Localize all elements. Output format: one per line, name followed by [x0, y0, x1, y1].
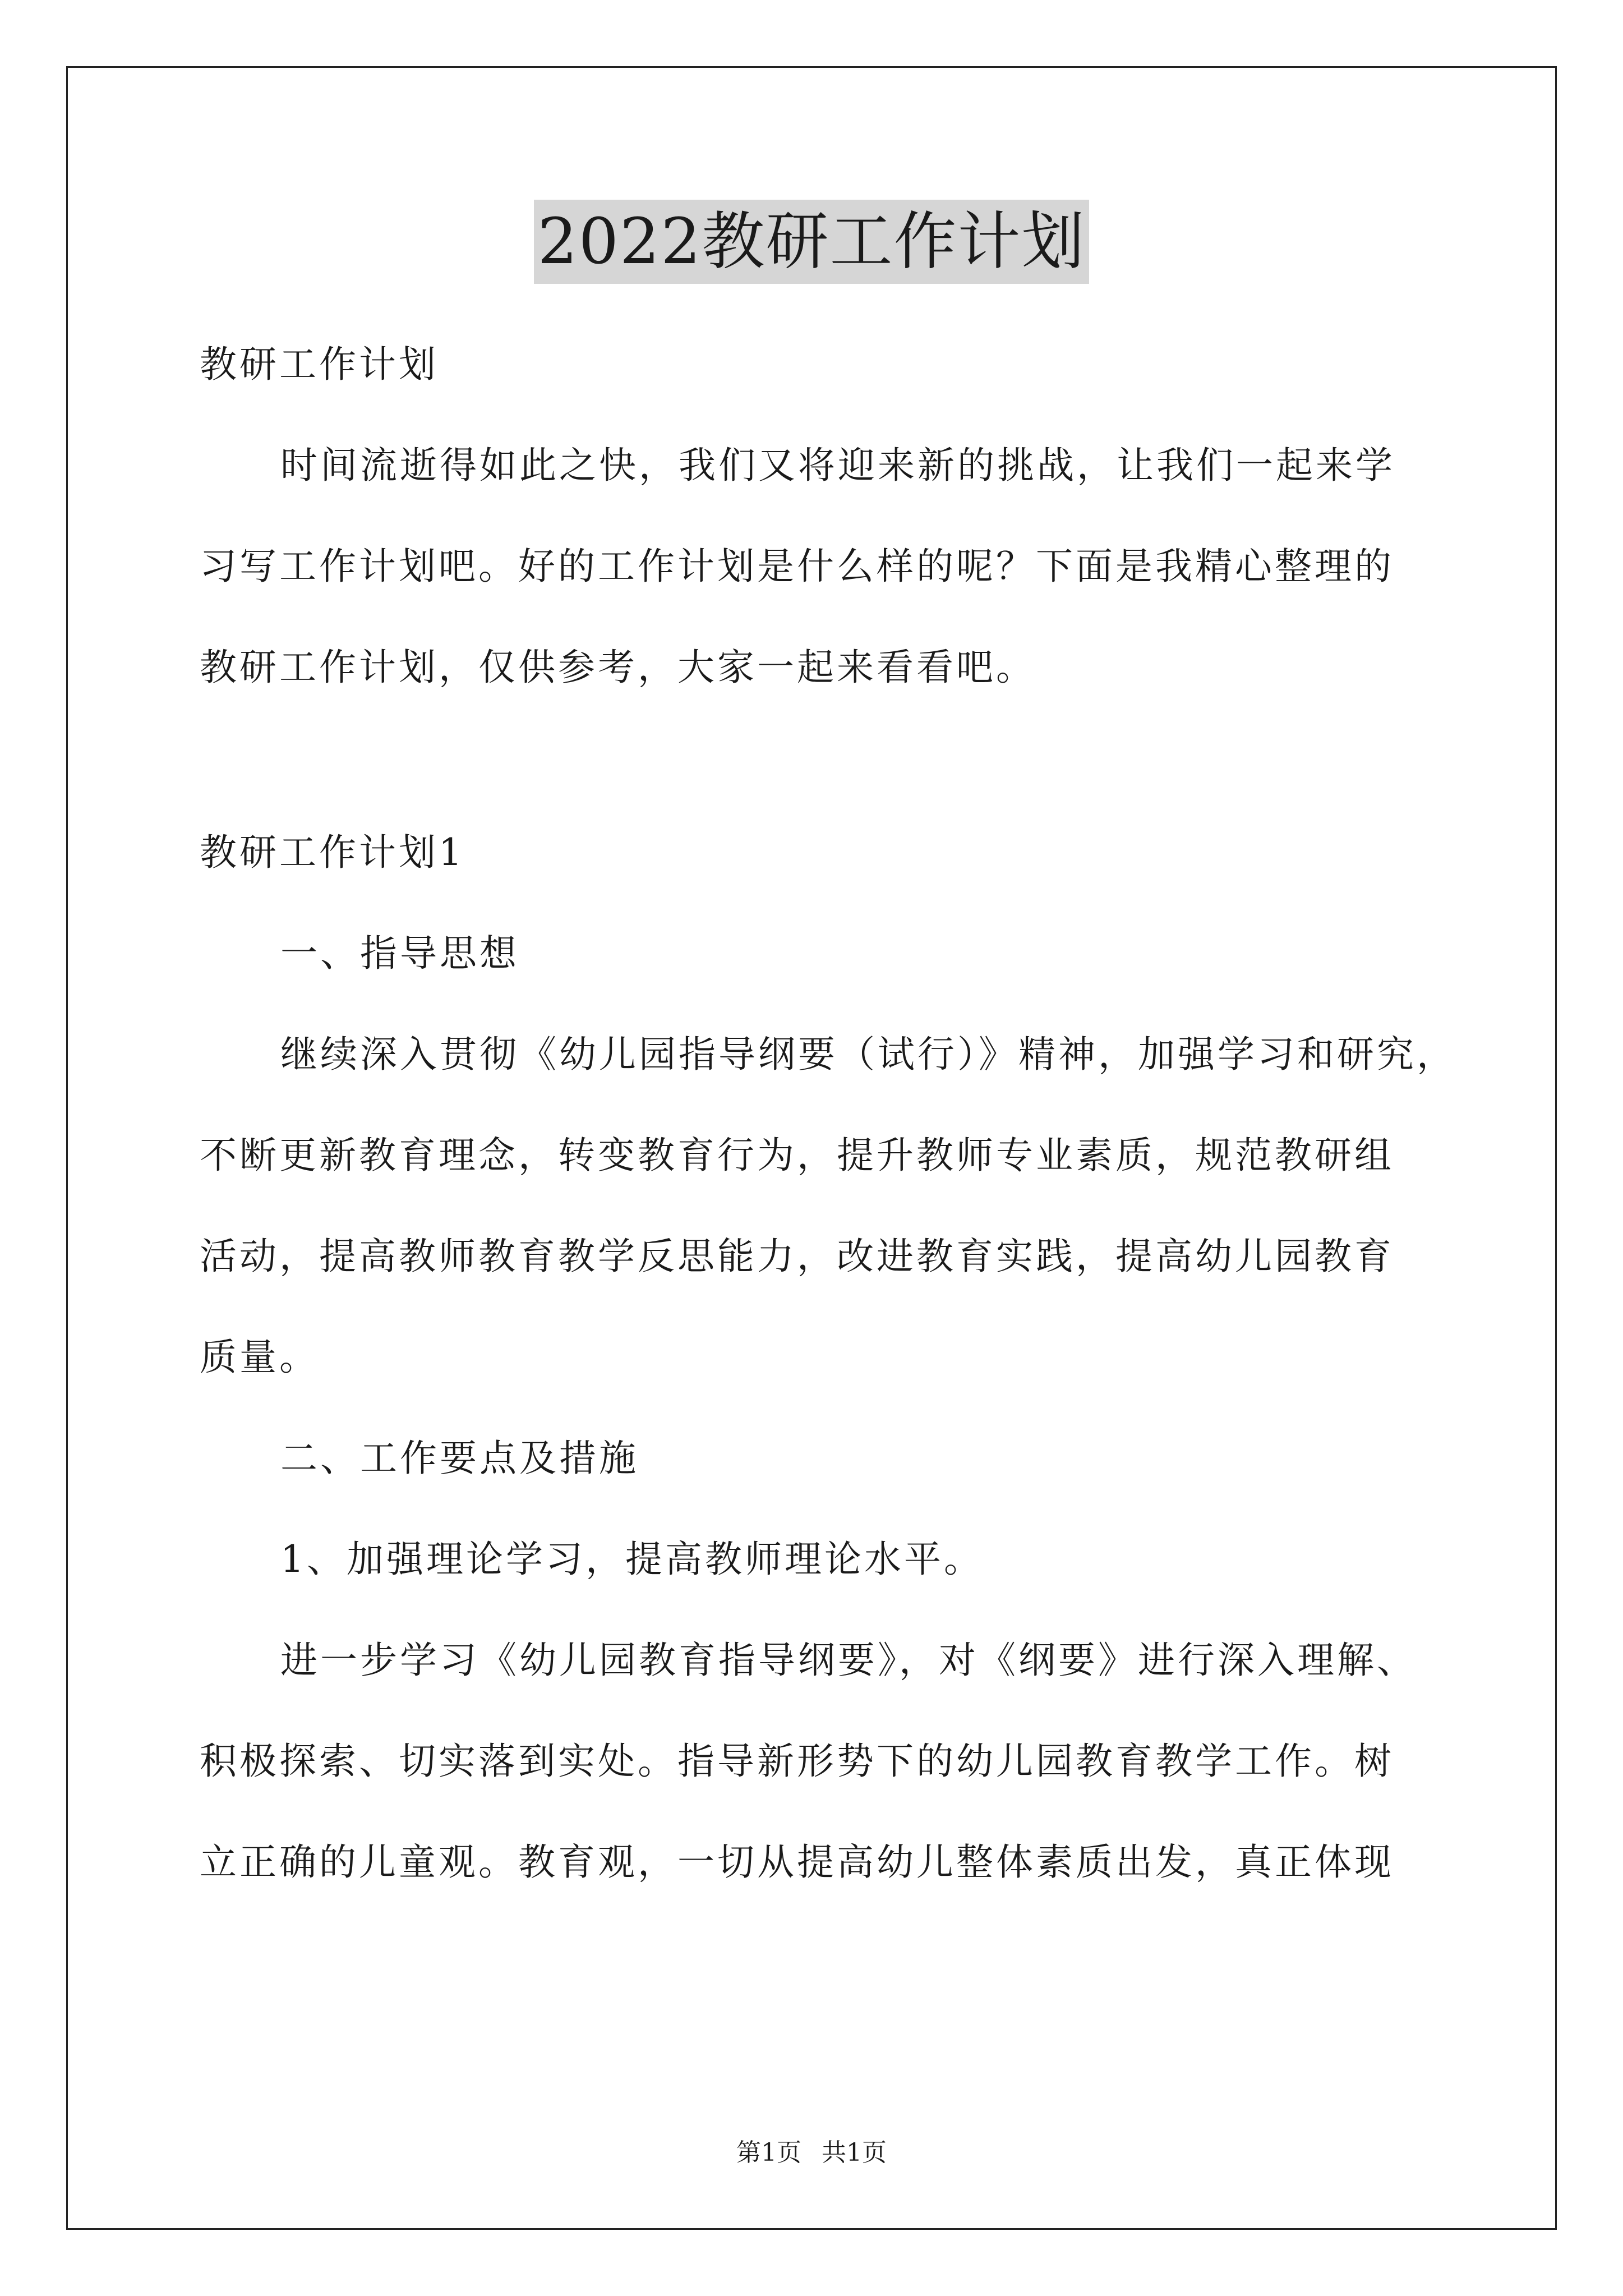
intro-line: 教研工作计划，仅供参考，大家一起来看看吧。 [200, 646, 1036, 689]
subtitle: 教研工作计划 [200, 343, 439, 386]
part-heading: 二、工作要点及措施 [280, 1437, 639, 1480]
document-body [200, 314, 1456, 1913]
paragraph-line: 立正确的儿童观。教育观，一切从提高幼儿整体素质出发，真正体现 [200, 1841, 1394, 1884]
intro-line: 习写工作计划吧。好的工作计划是什么样的呢？下面是我精心整理的 [200, 545, 1394, 588]
document-title: 2022教研工作计划 [534, 200, 1089, 284]
section-heading: 教研工作计划1 [200, 831, 465, 874]
paragraph-line: 质量。 [200, 1336, 319, 1379]
paragraph-line: 活动，提高教师教育教学反思能力，改进教育实践，提高幼儿园教育 [200, 1235, 1394, 1278]
paragraph-line: 继续深入贯彻《幼儿园指导纲要（试行）》精神，加强学习和研究， [280, 1033, 1456, 1076]
part-heading: 一、指导思想 [280, 932, 519, 975]
paragraph-line: 进一步学习《幼儿园教育指导纲要》，对《纲要》进行深入理解、 [280, 1639, 1417, 1682]
page-number: 第1页 [736, 2138, 801, 2167]
spacer [200, 718, 1433, 802]
title-wrap [0, 200, 1623, 284]
page-footer [0, 2136, 1623, 2170]
paragraph-line: 不断更新教育理念，转变教育行为，提升教师专业素质，规范教研组 [200, 1134, 1394, 1177]
page-total: 共1页 [822, 2138, 887, 2167]
paragraph-line: 积极探索、切实落到实处。指导新形势下的幼儿园教育教学工作。树 [200, 1740, 1394, 1783]
intro-line: 时间流逝得如此之快，我们又将迎来新的挑战，让我们一起来学 [280, 444, 1395, 487]
point-heading: 1、加强理论学习，提高教师理论水平。 [280, 1538, 984, 1581]
